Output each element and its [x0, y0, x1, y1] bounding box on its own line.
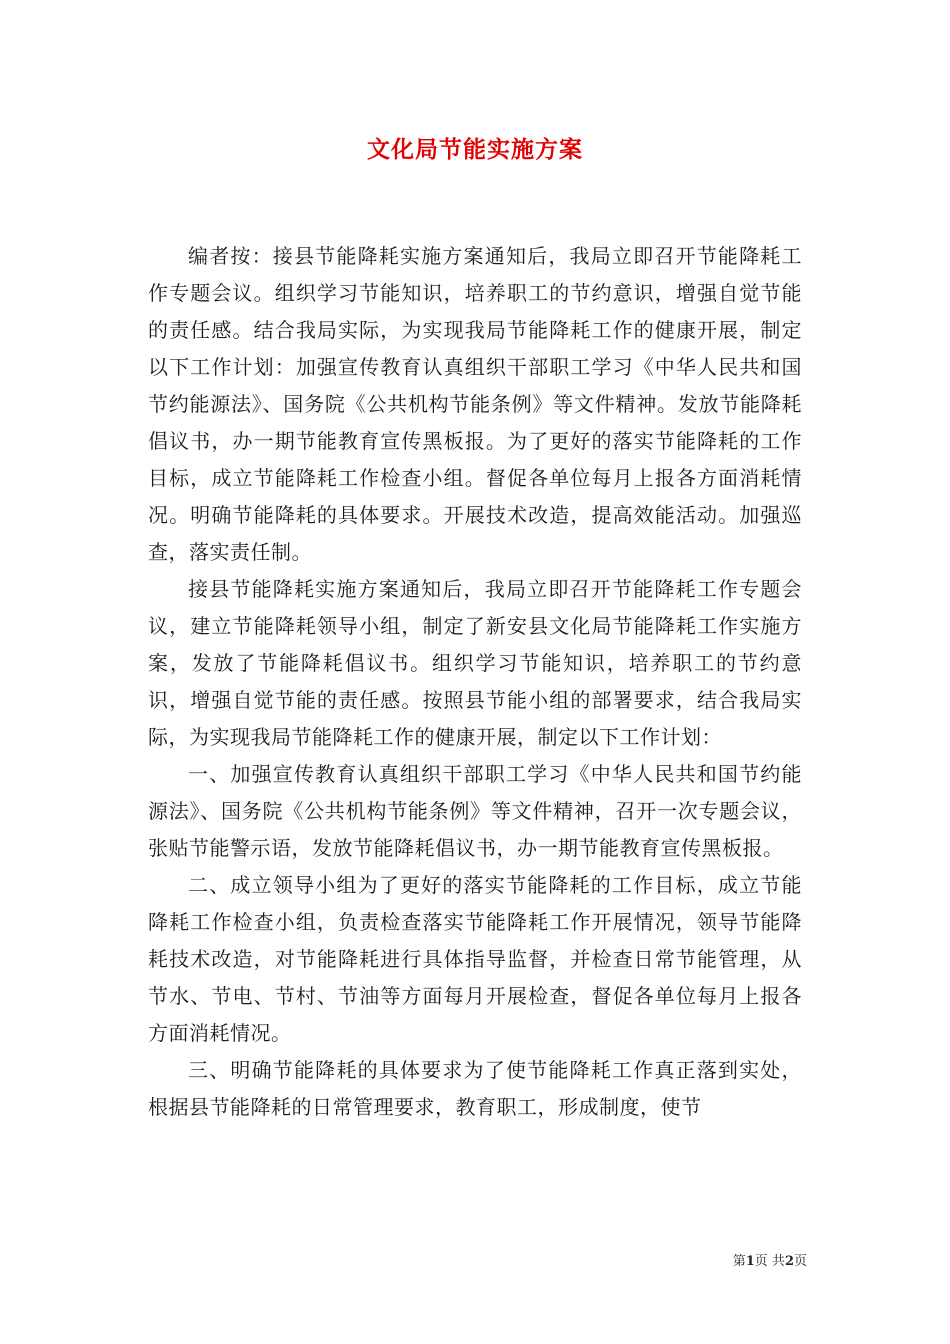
paragraph-section-1: 一、加强宣传教育认真组织干部职工学习《中华人民共和国节约能源法》、国务院《公共机构节能条例》等文件精神，召开一次专题会议，张贴节能警示语，发放节能降耗倡议书，办一期节能教育宣传黑板报。 — [148, 762, 802, 860]
current-page-number: 1 — [745, 1254, 755, 1269]
paragraph-section-3: 三、明确节能降耗的具体要求为了使节能降耗工作真正落到实处，根据县节能降耗的日常管理要求，教育职工，形成制度，使节 — [148, 1058, 802, 1119]
document-title: 文化局节能实施方案 — [367, 136, 583, 163]
paragraph-section-2: 二、成立领导小组为了更好的落实节能降耗的工作目标，成立节能降耗工作检查小组，负责检查落实节能降耗工作开展情况，领导节能降耗技术改造，对节能降耗进行具体指导监督，并检查日常节能管理，从节水、节电、节村、节油等方面每月开展检查，督促各单位每月上报各方面消耗情况。 — [148, 873, 802, 1045]
paragraph-intro: 接县节能降耗实施方案通知后，我局立即召开节能降耗工作专题会议，建立节能降耗领导小组，制定了新安县文化局节能降耗工作实施方案，发放了节能降耗倡议书。组织学习节能知识，培养职工的节约意识，增强自觉节能的责任感。按照县节能小组的部署要求，结合我局实际，为实现我局节能降耗工作的健康开展，制定以下工作计划： — [148, 577, 802, 749]
footer-middle: 页 共 — [754, 1254, 785, 1269]
document-body — [148, 238, 802, 1126]
paragraph-editor-note: 编者按：接县节能降耗实施方案通知后，我局立即召开节能降耗工作专题会议。组织学习节能知识，培养职工的节约意识，增强自觉节能的责任感。结合我局实际，为实现我局节能降耗工作的健康开展，制定以下工作计划：加强宣传教育认真组织干部职工学习《中华人民共和国节约能源法》、国务院《公共机构节能条例》等文件精神。发放节能降耗倡议书，办一期节能教育宣传黑板报。为了更好的落实节能降耗的工作目标，成立节能降耗工作检查小组。督促各单位每月上报各方面消耗情况。明确节能降耗的具体要求。开展技术改造，提高效能活动。加强巡查，落实责任制。 — [148, 244, 802, 564]
page-number-footer — [733, 1250, 807, 1269]
footer-prefix: 第 — [732, 1254, 746, 1269]
footer-suffix: 页 — [793, 1254, 807, 1269]
total-page-count: 2 — [784, 1254, 794, 1269]
